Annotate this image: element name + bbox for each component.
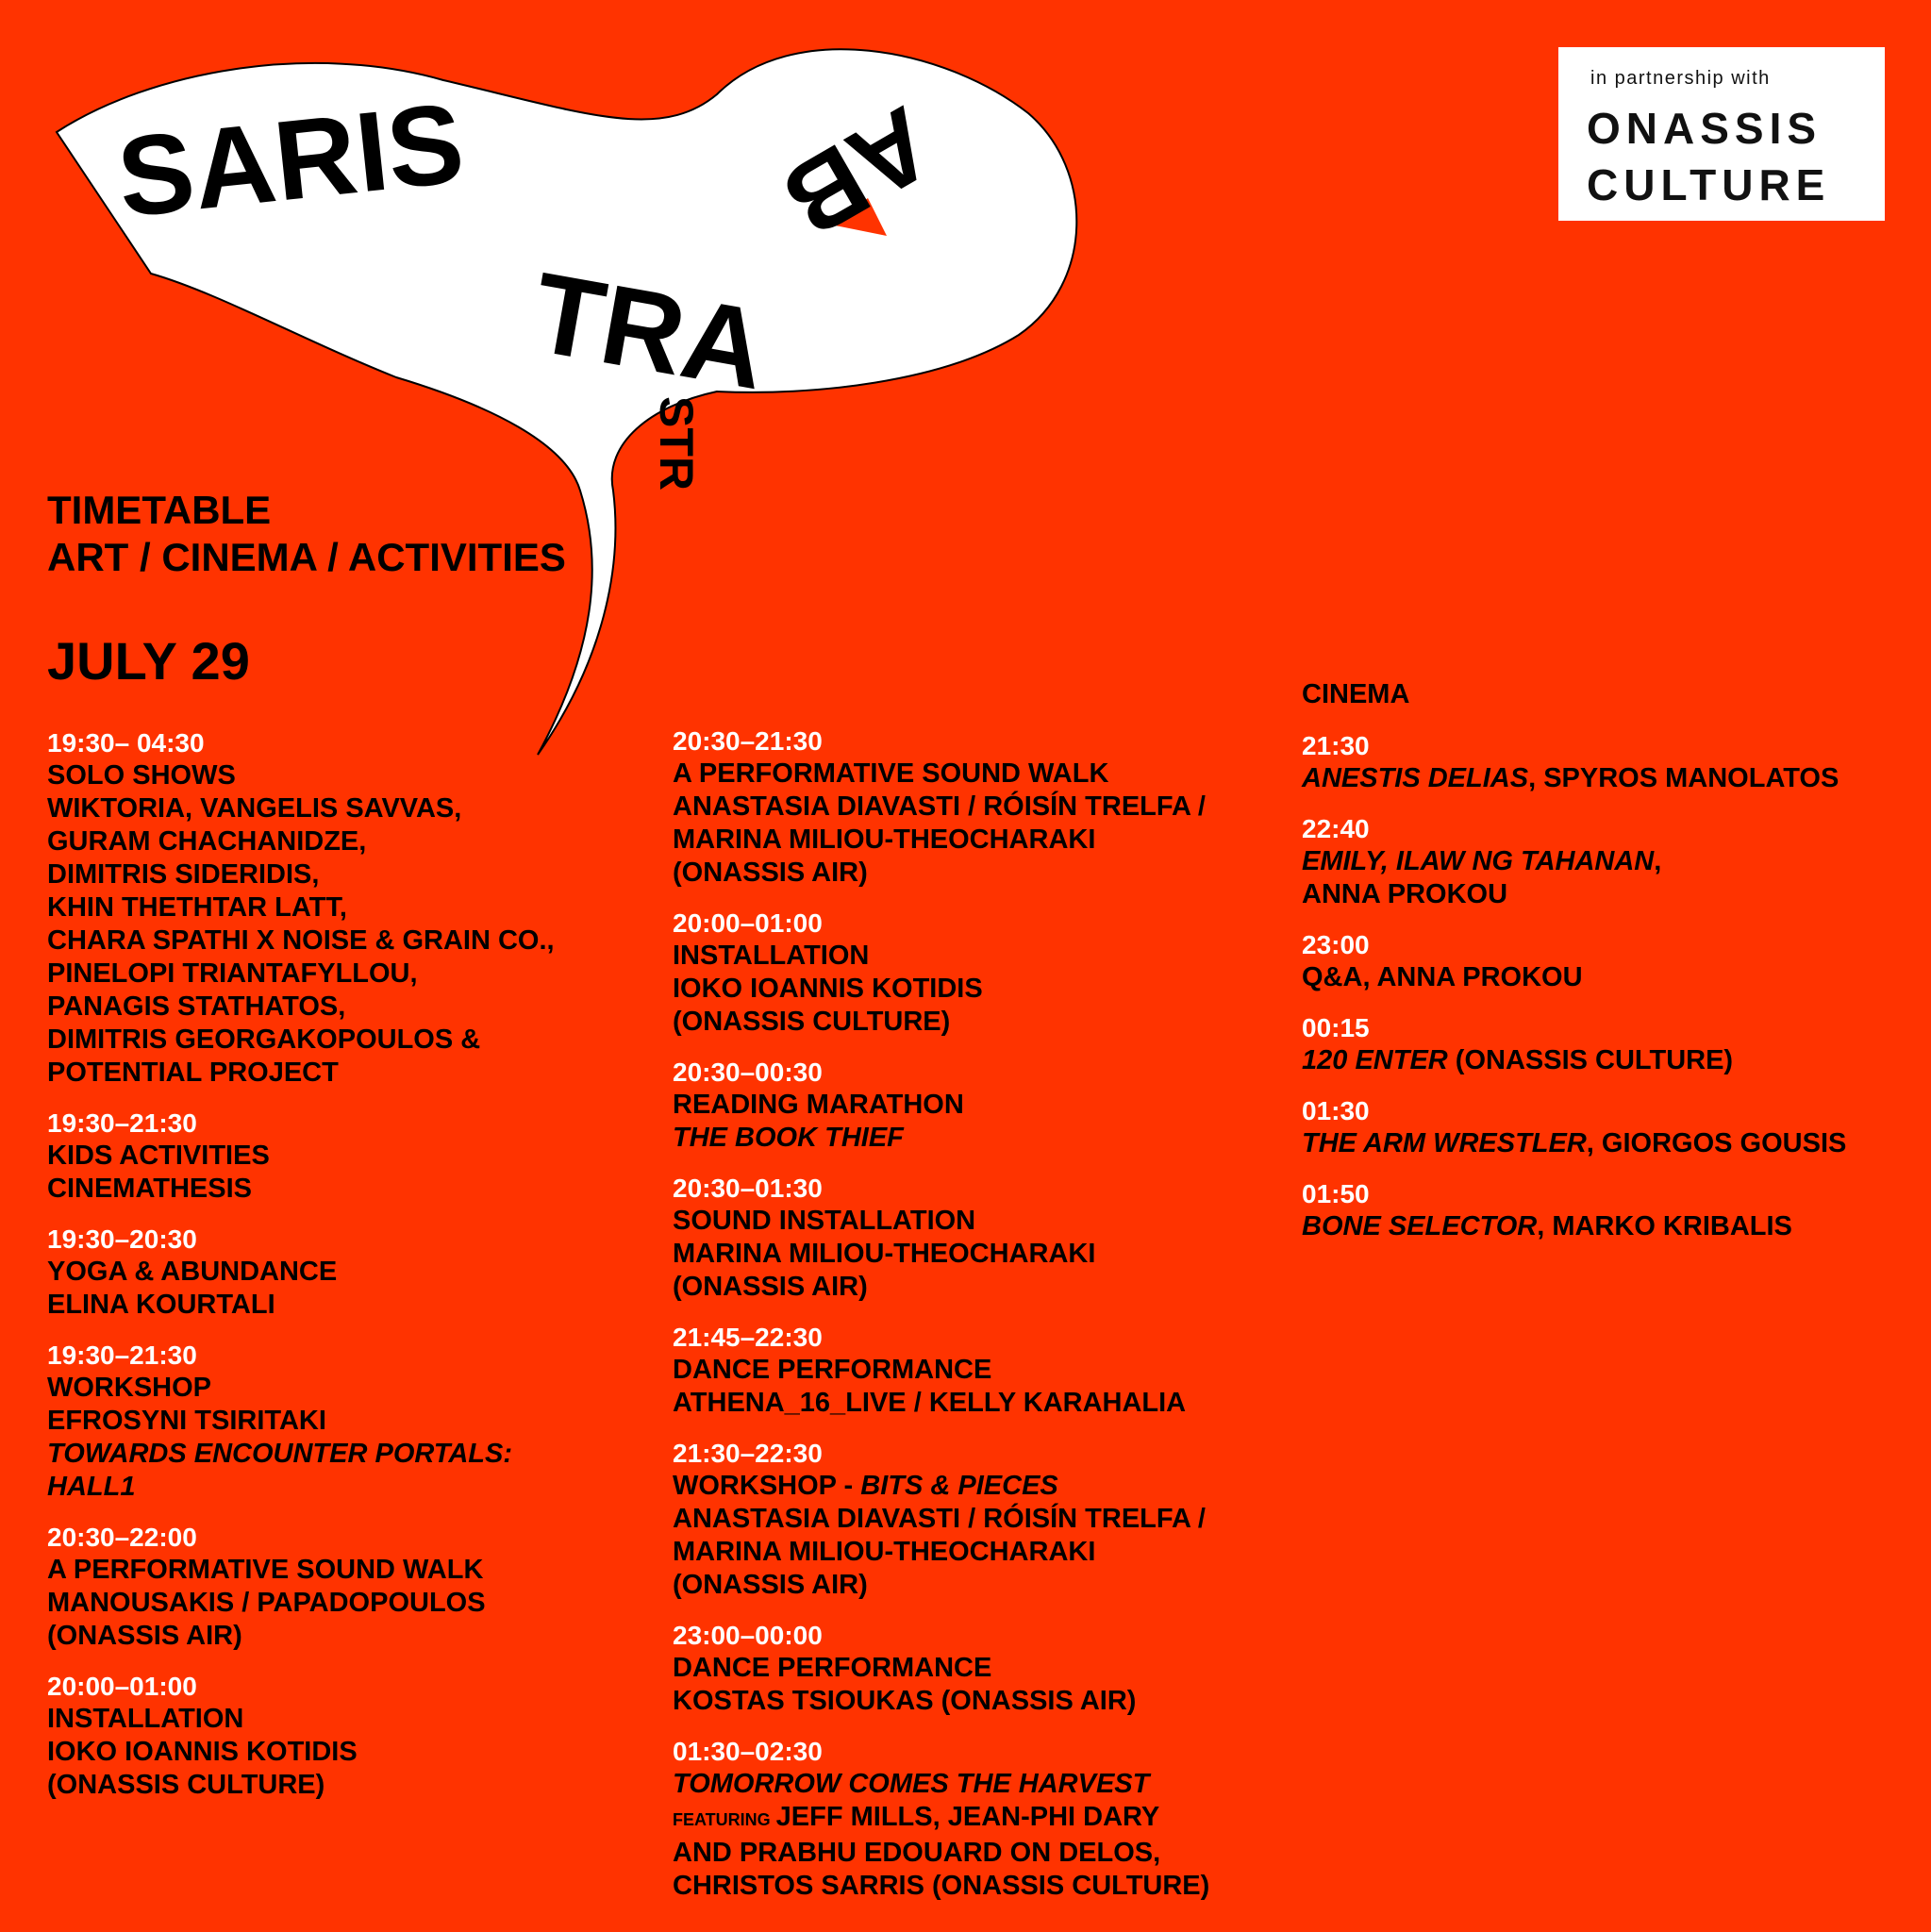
entry-line (1302, 762, 1931, 795)
timetable-entry (1302, 729, 1931, 795)
featuring-label: FEATURING (673, 1810, 771, 1829)
entry-line (47, 1256, 689, 1289)
entry-line (47, 1173, 689, 1206)
entry-line (673, 1685, 1314, 1718)
film-credit: , SPYROS MANOLATOS (1528, 763, 1839, 793)
entry-text: DIMITRIS GEORGAKOPOULOS & (47, 1024, 481, 1055)
partner-intro: in partnership with (1590, 68, 1771, 89)
timetable-entry (673, 1056, 1314, 1155)
entry-line (47, 1372, 689, 1405)
timetable-entry (1302, 1094, 1931, 1160)
entry-line (673, 1006, 1314, 1039)
entry-text: KOSTAS TSIOUKAS (ONASSIS AIR) (673, 1686, 1137, 1716)
entry-text: (ONASSIS AIR) (673, 1570, 868, 1600)
logo-letters-3: AB (764, 84, 953, 260)
entry-text: (ONASSIS AIR) (673, 1272, 868, 1302)
entry-text: IOKO IOANNIS KOTIDIS (47, 1737, 358, 1767)
entry-line (673, 791, 1314, 824)
entry-text: DIMITRIS SIDERIDIS, (47, 859, 320, 890)
entry-text: JEFF MILLS, JEAN-PHI DARY (775, 1802, 1160, 1832)
entry-line (673, 758, 1314, 791)
entry-text: YOGA & ABUNDANCE (47, 1257, 338, 1287)
entry-line (673, 1387, 1314, 1420)
timetable-entry (673, 1735, 1314, 1903)
entry-time: 19:30–21:30 (47, 1341, 197, 1370)
entry-line (1302, 1044, 1931, 1077)
timetable-entry (673, 724, 1314, 890)
timetable-entry (47, 1670, 689, 1802)
entry-line (1302, 1127, 1931, 1160)
entry-text: (ONASSIS CULTURE) (673, 1007, 951, 1037)
entry-text: MARINA MILIOU-THEOCHARAKI (673, 1537, 1096, 1567)
entry-line (673, 1470, 1314, 1503)
entry-text: IOKO IOANNIS KOTIDIS (673, 974, 983, 1004)
entry-time: 00:15 (1302, 1013, 1370, 1042)
entry-time: 23:00 (1302, 930, 1370, 959)
timetable-entry (673, 1172, 1314, 1304)
entry-time: 21:30–22:30 (673, 1439, 823, 1468)
heading-line-1: TIMETABLE (47, 488, 272, 532)
entry-line (47, 1620, 689, 1653)
timetable-entry (47, 1107, 689, 1206)
entry-text: WORKSHOP (47, 1373, 211, 1403)
film-title: BONE SELECTOR (1302, 1211, 1538, 1241)
entry-line (47, 1769, 689, 1802)
page-heading (47, 487, 566, 581)
film-title: EMILY, ILAW NG TAHANAN (1302, 846, 1655, 876)
entry-line (673, 1801, 1314, 1837)
entry-time: 01:50 (1302, 1179, 1370, 1208)
entry-line (47, 991, 689, 1024)
logo-letters-4: STR (650, 396, 703, 491)
film-title: 120 ENTER (1302, 1045, 1448, 1075)
entry-text: PANAGIS STATHATOS, (47, 991, 346, 1022)
entry-line (47, 1057, 689, 1090)
entry-line (47, 1554, 689, 1587)
entry-line (673, 1354, 1314, 1387)
entry-time: 21:30 (1302, 731, 1370, 760)
timetable-entry (47, 1223, 689, 1322)
timetable-entry (1302, 1011, 1931, 1077)
entry-line (1302, 1210, 1931, 1243)
entry-line (47, 924, 689, 958)
entry-line (47, 1024, 689, 1057)
entry-time: 20:00–01:00 (47, 1672, 197, 1701)
partner-badge (1558, 47, 1885, 221)
entry-time: 20:30–22:00 (47, 1523, 197, 1552)
entry-text: MANOUSAKIS / PAPADOPOULOS (47, 1588, 486, 1618)
entry-text: PINELOPI TRIANTAFYLLOU, (47, 958, 418, 989)
entry-text: GURAM CHACHANIDZE, (47, 826, 367, 857)
entry-time: 20:30–21:30 (673, 726, 823, 756)
timetable-entry (673, 1619, 1314, 1718)
entry-line (673, 1536, 1314, 1569)
entry-line (47, 1471, 689, 1504)
entry-line (47, 1405, 689, 1438)
entry-text: INSTALLATION (673, 941, 870, 971)
entry-line (47, 1587, 689, 1620)
entry-text: (ONASSIS AIR) (47, 1621, 242, 1651)
entry-line (47, 1140, 689, 1173)
entry-title: BITS & PIECES (860, 1471, 1058, 1501)
entry-line (673, 824, 1314, 857)
entry-line (673, 1122, 1314, 1155)
entry-text: CHARA SPATHI X NOISE & GRAIN CO., (47, 925, 555, 956)
entry-line (47, 759, 689, 792)
entry-line (47, 1736, 689, 1769)
entry-line (47, 1438, 689, 1471)
entry-text: ANASTASIA DIAVASTI / RÓISÍN TRELFA / (673, 1504, 1206, 1534)
timetable-entry (1302, 1177, 1931, 1243)
event-date: JULY 29 (47, 631, 250, 691)
timetable-entry (47, 1339, 689, 1504)
entry-line (673, 973, 1314, 1006)
entry-text: Q&A, ANNA PROKOU (1302, 962, 1583, 992)
entry-time: 20:00–01:00 (673, 908, 823, 938)
entry-time: 01:30–02:30 (673, 1737, 823, 1766)
entry-time: 22:40 (1302, 814, 1370, 843)
entry-text: WORKSHOP - (673, 1471, 854, 1501)
entry-line (673, 1205, 1314, 1238)
cinema-title: CINEMA (1302, 679, 1410, 709)
entry-text: KIDS ACTIVITIES (47, 1141, 270, 1171)
partner-name (1587, 100, 1830, 213)
entry-text: MARINA MILIOU-THEOCHARAKI (673, 1239, 1096, 1269)
entry-time: 01:30 (1302, 1096, 1370, 1125)
entry-text: AND PRABHU EDOUARD ON DELOS, (673, 1838, 1161, 1868)
timetable-entry (673, 1321, 1314, 1420)
film-credit: (ONASSIS CULTURE) (1447, 1045, 1734, 1075)
entry-line (1302, 845, 1931, 878)
entry-text: DANCE PERFORMANCE (673, 1653, 992, 1683)
entry-text: CINEMATHESIS (47, 1174, 252, 1204)
heading-line-2: ART / CINEMA / ACTIVITIES (47, 535, 566, 579)
entry-text: SOUND INSTALLATION (673, 1206, 976, 1236)
entry-line (47, 858, 689, 891)
entry-text: SOLO SHOWS (47, 760, 236, 791)
entry-line (673, 1238, 1314, 1271)
entry-time: 20:30–01:30 (673, 1174, 823, 1203)
partner-line-2: CULTURE (1587, 160, 1831, 209)
entry-line (673, 857, 1314, 890)
film-title: THE ARM WRESTLER (1302, 1128, 1587, 1158)
entry-text: ATHENA_16_LIVE / KELLY KARAHALIA (673, 1388, 1187, 1418)
entry-line (673, 1089, 1314, 1122)
entry-time: 19:30–20:30 (47, 1224, 197, 1254)
entry-time: 19:30–21:30 (47, 1108, 197, 1138)
timetable-column-2 (673, 724, 1314, 1920)
entry-text: INSTALLATION (47, 1704, 244, 1734)
entry-text: A PERFORMATIVE SOUND WALK (47, 1555, 484, 1585)
entry-line (673, 1870, 1314, 1903)
entry-line (673, 1271, 1314, 1304)
entry-line (673, 1768, 1314, 1801)
timetable-entry (1302, 928, 1931, 994)
entry-text: CHRISTOS SARRIS (ONASSIS CULTURE) (673, 1871, 1210, 1901)
entry-text: KHIN THETHTAR LATT, (47, 892, 347, 923)
entry-text: TOWARDS ENCOUNTER PORTALS: (47, 1439, 513, 1469)
timetable-entry (673, 1437, 1314, 1602)
entry-text: ANASTASIA DIAVASTI / RÓISÍN TRELFA / (673, 791, 1206, 822)
entry-text: WIKTORIA, VANGELIS SAVVAS, (47, 793, 462, 824)
entry-text: EFROSYNI TSIRITAKI (47, 1406, 326, 1436)
entry-line (673, 1652, 1314, 1685)
film-credit: , GIORGOS GOUSIS (1586, 1128, 1847, 1158)
entry-line (673, 940, 1314, 973)
entry-time: 23:00–00:00 (673, 1621, 823, 1650)
entry-text: DANCE PERFORMANCE (673, 1355, 992, 1385)
entry-text: ANNA PROKOU (1302, 879, 1508, 909)
cinema-column (1302, 679, 1931, 1260)
entry-text: HALL1 (47, 1472, 136, 1502)
entry-line (47, 792, 689, 825)
entry-line (47, 958, 689, 991)
entry-text: TOMORROW COMES THE HARVEST (673, 1769, 1150, 1799)
logo-letters-2: TRA (524, 248, 775, 414)
entry-line (1302, 878, 1931, 911)
film-title: ANESTIS DELIAS (1302, 763, 1529, 793)
logo-letters-1: SARIS (111, 79, 470, 242)
entry-text: A PERFORMATIVE SOUND WALK (673, 758, 1109, 789)
entry-text: ELINA KOURTALI (47, 1290, 275, 1320)
entry-text: POTENTIAL PROJECT (47, 1058, 339, 1088)
entry-time: 21:45–22:30 (673, 1323, 823, 1352)
timetable-entry (47, 726, 689, 1090)
entry-text: MARINA MILIOU-THEOCHARAKI (673, 824, 1096, 855)
timetable-entry (47, 1521, 689, 1653)
entry-line (47, 1703, 689, 1736)
partner-line-1: ONASSIS (1587, 104, 1823, 153)
entry-text: READING MARATHON (673, 1090, 964, 1120)
entry-line (673, 1569, 1314, 1602)
entry-line (47, 1289, 689, 1322)
entry-line (1302, 961, 1931, 994)
timetable-column-1 (47, 726, 689, 1819)
timetable-entry (1302, 812, 1931, 911)
entry-line (673, 1503, 1314, 1536)
entry-time: 20:30–00:30 (673, 1058, 823, 1087)
film-credit: , MARKO KRIBALIS (1537, 1211, 1792, 1241)
entry-line (673, 1837, 1314, 1870)
entry-time: 19:30– 04:30 (47, 728, 205, 758)
timetable-entry (673, 907, 1314, 1039)
entry-line (47, 825, 689, 858)
entry-line (47, 891, 689, 924)
entry-text: (ONASSIS CULTURE) (47, 1770, 325, 1800)
entry-text: (ONASSIS AIR) (673, 858, 868, 888)
film-credit: , (1654, 846, 1662, 876)
entry-text: THE BOOK THIEF (673, 1123, 904, 1153)
